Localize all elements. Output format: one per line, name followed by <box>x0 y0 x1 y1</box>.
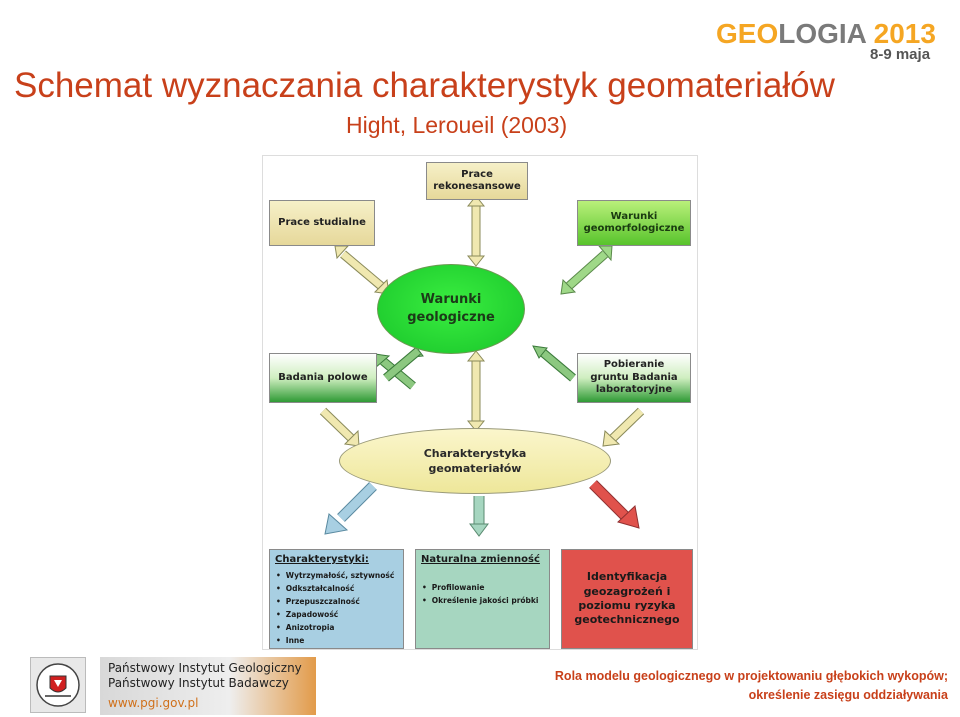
org-website-link[interactable]: www.pgi.gov.pl <box>108 696 199 710</box>
arrow-right-top <box>561 246 612 294</box>
list-item: • Wytrzymałość, sztywność <box>276 569 397 582</box>
slide-title: Schemat wyznaczania charakterystyk geomateriałów <box>14 66 835 105</box>
box-pobieranie-gruntu: Pobieranie gruntu Badania laboratoryjne <box>577 353 691 403</box>
list-item: • Profilowanie <box>422 581 543 594</box>
org-name-line2: Państwowy Instytut Badawczy <box>108 676 289 690</box>
conference-logo-year: 2013 <box>873 18 936 49</box>
box-warunki-geomorfologiczne: Warunki geomorfologiczne <box>577 200 691 246</box>
conference-logo-logia: LOGIA <box>778 18 866 49</box>
box-badania-polowe: Badania polowe <box>269 353 377 403</box>
arrow-left-top <box>335 246 389 294</box>
list-item: • Przepuszczalność <box>276 595 397 608</box>
box-identyfikacja-geozagrozen: Identyfikacja geozagrożeń i poziomu ryzyka geotechnicznego <box>561 549 693 649</box>
list-item: • Inne <box>276 634 397 647</box>
footer-caption-line1: Rola modelu geologicznego w projektowaniu głębokich wykopów; <box>554 669 948 683</box>
footer-caption-line2: określenie zasięgu oddziaływania <box>748 688 948 702</box>
conference-logo <box>716 18 946 66</box>
diagram <box>262 155 698 650</box>
ellipse-warunki-geologiczne: Warunki geologiczne <box>377 264 525 354</box>
pgi-logo <box>30 657 86 713</box>
org-name-line1: Państwowy Instytut Geologiczny <box>108 661 302 675</box>
charakterystyki-list <box>270 567 403 649</box>
list-item: • Zapadowość <box>276 608 397 621</box>
footer-organization <box>100 657 316 715</box>
naturalna-zmiennosc-list <box>416 579 549 609</box>
conference-logo-geo: GEO <box>716 18 779 49</box>
arrow-top <box>468 196 484 266</box>
conference-date: 8-9 maja <box>870 46 931 63</box>
footer-caption <box>518 667 948 705</box>
box-charakterystyki <box>269 549 404 649</box>
box-charakterystyki-heading: Charakterystyki: <box>275 554 369 565</box>
pgi-emblem-icon <box>35 662 81 708</box>
list-item: • Anizotropia <box>276 621 397 634</box>
box-naturalna-zmiennosc-heading: Naturalna zmienność <box>421 554 540 565</box>
box-prace-studialne: Prace studialne <box>269 200 375 246</box>
box-naturalna-zmiennosc <box>415 549 550 649</box>
slide-subtitle: Hight, Leroueil (2003) <box>346 112 568 138</box>
list-item: • Określenie jakości próbki <box>422 594 543 607</box>
list-item: • Odkształcalność <box>276 582 397 595</box>
ellipse-charakterystyka-geomaterialow: Charakterystyka geomateriałów <box>339 428 611 494</box>
box-prace-rekonesansowe: Prace rekonesansowe <box>426 162 528 200</box>
